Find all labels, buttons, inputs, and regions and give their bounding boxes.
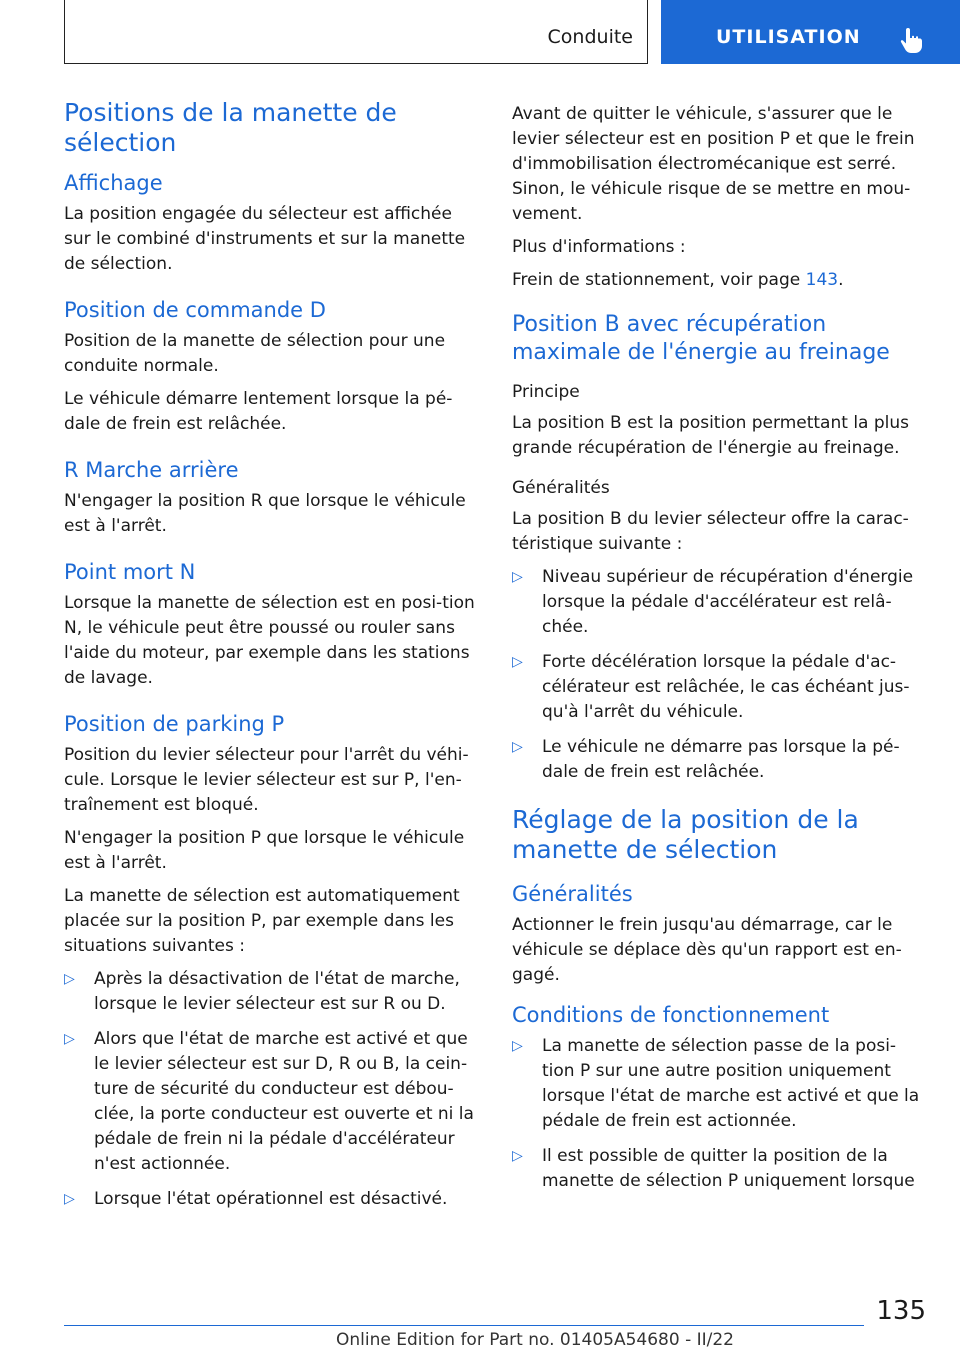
heading-drive: Position de commande D (64, 298, 326, 322)
footer-divider (64, 1325, 864, 1326)
header-box (64, 0, 648, 64)
paragraph: N'engager la position R que lorsque le véhicule est à l'arrêt. (64, 491, 466, 536)
section-affichage (64, 170, 480, 277)
heading-conditions: Conditions de fonctionnement (512, 1003, 830, 1027)
section-park (64, 711, 480, 1212)
paragraph: Position de la manette de sélection pour une conduite normale. (64, 331, 446, 376)
paragraph: Lorsque la manette de sélection est en posi-tion N, le véhicule peut être poussé ou rouler sans l'aide du moteur, par exemple dans les stations de lavage. (64, 593, 475, 688)
list-item: ▷ Niveau supérieur de récupération d'énergie lorsque la pédale d'accélérateur est relâ-chée. (512, 567, 914, 637)
paragraph: La manette de sélection est automatiquement placée sur la position P, par exemple dans les situations suivantes : (64, 886, 460, 956)
triangle-bullet-icon: ▷ (512, 654, 523, 670)
right-column (512, 102, 928, 1214)
triangle-bullet-icon: ▷ (512, 739, 523, 755)
heading-position-b: Position B avec récupération maximale de l'énergie au freinage (512, 312, 890, 365)
paragraph: La position engagée du sélecteur est affichée sur le combiné d'instruments et sur la manette de sélection. (64, 204, 466, 274)
header-tab-label: UTILISATION (716, 26, 861, 48)
page-number: 135 (876, 1296, 926, 1326)
list-item: ▷ Il est possible de quitter la position de la manette de sélection P uniquement lorsque (512, 1146, 915, 1191)
bullet-list (512, 565, 928, 785)
list-item: ▷ Forte décélération lorsque la pédale d'ac-célérateur est relâchée, le cas échéant jus-qu'à l'arrêt du véhicule. (512, 652, 910, 722)
list-item: ▷ La manette de sélection passe de la posi-tion P sur une autre position uniquement lorsque l'état de marche est activé et que la pédale de frein est actionnée. (512, 1036, 920, 1131)
header-section-title: Conduite (547, 26, 633, 48)
paragraph: N'engager la position P que lorsque le véhicule est à l'arrêt. (64, 828, 465, 873)
heading-affichage: Affichage (64, 171, 163, 195)
section-reverse (64, 457, 480, 539)
list-item: ▷ Alors que l'état de marche est activé et que le levier sélecteur est sur D, R ou B, la cein-ture de sécurité du conducteur est débou-clée, la porte conducteur est ouverte et ni la pédale de frein ni la pédale d'accélérateur n'est actionnée. (64, 1029, 474, 1174)
header-tab[interactable] (661, 0, 960, 64)
triangle-bullet-icon: ▷ (512, 1148, 523, 1164)
bullet-list (64, 967, 480, 1212)
triangle-bullet-icon: ▷ (512, 1038, 523, 1054)
left-column (64, 98, 480, 1232)
heading-neutral: Point mort N (64, 560, 196, 584)
list-item: ▷ Après la désactivation de l'état de marche, lorsque le levier sélecteur est sur R ou D. (64, 969, 460, 1014)
heading-park: Position de parking P (64, 712, 285, 736)
bullet-list (512, 1034, 928, 1194)
triangle-bullet-icon: ▷ (512, 569, 523, 585)
paragraph: Position du levier sélecteur pour l'arrêt du véhi-cule. Lorsque le levier sélecteur est sur P, l'en-traînement est bloqué. (64, 745, 469, 815)
section-reglage (512, 805, 928, 1194)
footer-edition: Online Edition for Part no. 01405A54680 - II/22 (335, 1330, 734, 1350)
list-item: ▷ Lorsque l'état opérationnel est désactivé. (64, 1187, 480, 1212)
triangle-bullet-icon: ▷ (64, 1031, 75, 1047)
list-item: ▷ Le véhicule ne démarre pas lorsque la pé-dale de frein est relâchée. (512, 737, 900, 782)
paragraph: La position B du levier sélecteur offre la carac-téristique suivante : (512, 509, 909, 554)
paragraph: La position B est la position permettant la plus grande récupération de l'énergie au freinage. (512, 413, 910, 458)
triangle-bullet-icon: ▷ (64, 1191, 75, 1207)
hand-pointer-icon (899, 26, 925, 54)
paragraph: Le véhicule démarre lentement lorsque la pé-dale de frein est relâchée. (64, 389, 453, 434)
heading-reglage-generalites: Généralités (512, 882, 633, 906)
page-link[interactable]: 143 (805, 270, 839, 290)
heading-reverse: R Marche arrière (64, 458, 239, 482)
section-neutral (64, 559, 480, 691)
page-title: Positions de la manette de sélection (64, 98, 397, 157)
triangle-bullet-icon: ▷ (64, 971, 75, 987)
heading-generalites: Généralités (512, 478, 610, 498)
paragraph: Avant de quitter le véhicule, s'assurer que le levier sélecteur est en position P et que le frein d'immobilisation électromécanique est serré. Sinon, le véhicule risque de se mettre en mou-vement. (512, 104, 915, 224)
heading-reglage: Réglage de la position de la manette de sélection (512, 805, 859, 864)
heading-principe: Principe (512, 382, 580, 402)
paragraph: Actionner le frein jusqu'au démarrage, car le véhicule se déplace dès qu'un rapport est en-gagé. (512, 915, 902, 985)
section-position-b (512, 311, 928, 785)
paragraph: Plus d'informations : (512, 237, 686, 257)
section-drive (64, 297, 480, 437)
page-reference: Frein de stationnement, voir page 143. (512, 270, 844, 290)
